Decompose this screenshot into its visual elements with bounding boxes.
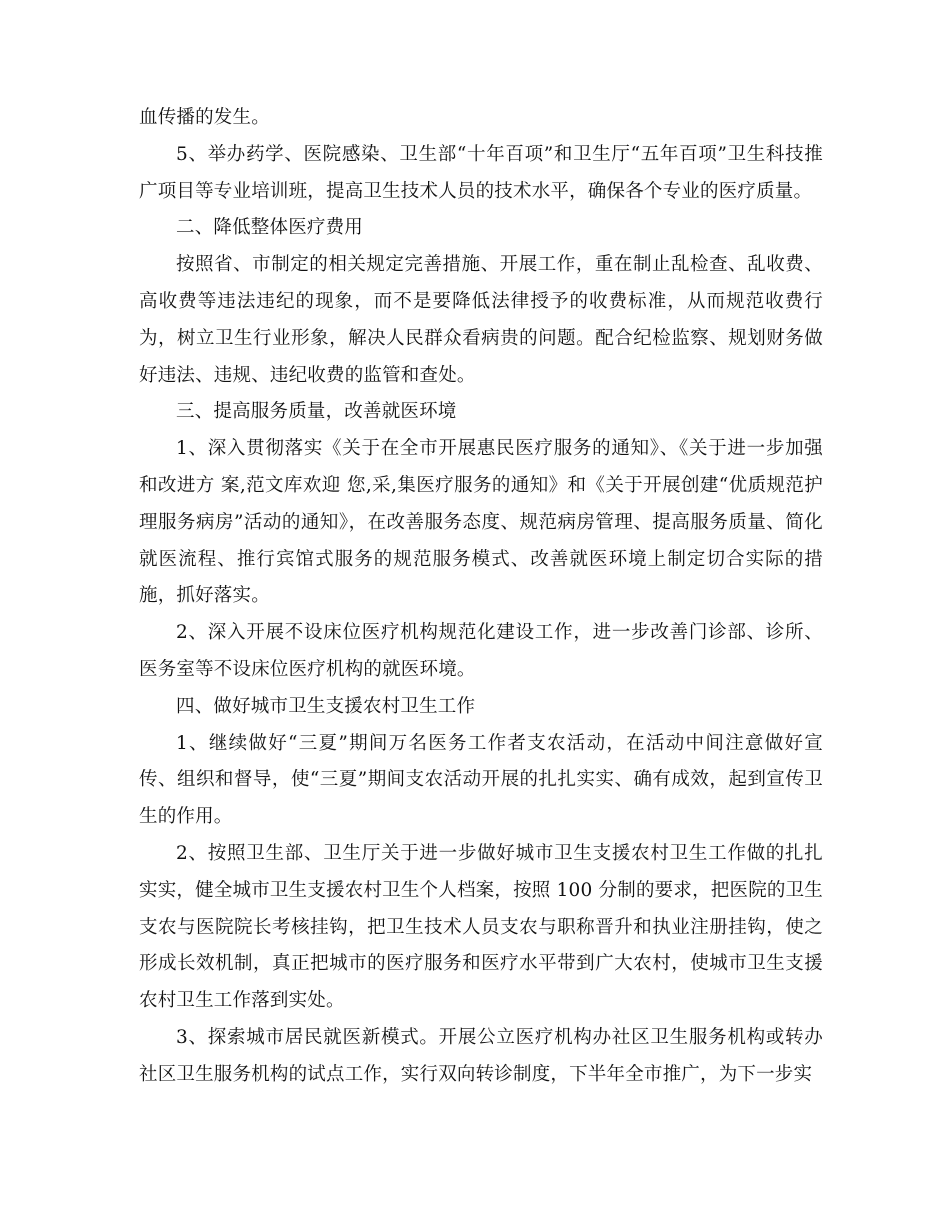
section-heading-rural-support: 四、做好城市卫生支援农村卫生工作 <box>176 695 476 717</box>
paragraph-rural-item-2: 2、按照卫生部、卫生厅关于进一步做好城市卫生支援农村卫生工作做的扎扎实实，健全城市卫生支援农村卫生个人档案，按照 100 分制的要求，把医院的卫生支农与医院院长考核挂钩，把卫生技术人员支农与职称晋升和执业注册挂钩，使之形成长效机制，真正把城市的医疗服务和医疗水平带到广大农村，使城市卫生支援农村卫生工作落到实处。 <box>139 842 823 1012</box>
paragraph-rural-item-1: 1、继续做好“三夏”期间万名医务工作者支农活动，在活动中间注意做好宣传、组织和督导，使“三夏”期间支农活动开展的扎扎实实、确有成效，起到宣传卫生的作用。 <box>139 732 823 828</box>
paragraph-rural-item-3: 3、探索城市居民就医新模式。开展公立医疗机构办社区卫生服务机构或转办社区卫生服务机构的试点工作，实行双向转诊制度，下半年全市推广，为下一步实 <box>139 1026 823 1085</box>
paragraph-fee-regulation: 按照省、市制定的相关规定完善措施、开展工作，重在制止乱检查、乱收费、高收费等违法违纪的现象，而不是要降低法律授予的收费标准，从而规范收费行为，树立卫生行业形象，解决人民群众看病贵的问题。配合纪检监察、规划财务做好违法、违规、违纪收费的监管和查处。 <box>139 254 823 386</box>
paragraph-training: 5、举办药学、医院感染、卫生部“十年百项”和卫生厅“五年百项”卫生科技推广项目等专业培训班，提高卫生技术人员的技术水平，确保各个专业的医疗质量。 <box>139 143 823 202</box>
section-heading-service-quality: 三、提高服务质量，改善就医环境 <box>176 401 457 423</box>
paragraph-continuation: 血传播的发生。 <box>139 107 270 128</box>
paragraph-service-item-2: 2、深入开展不设床位医疗机构规范化建设工作，进一步改善门诊部、诊所、医务室等不设床位医疗机构的就医环境。 <box>139 622 823 680</box>
paragraph-service-item-1: 1、深入贯彻落实《关于在全市开展惠民医疗服务的通知》、《关于进一步加强和改进方 案,范文库欢迎 您,采,集医疗服务的通知》和《关于开展创建“优质规范护理服务病房”活动的通知》，在改善服务态度、规范病房管理、提高服务质量、简化就医流程、推行宾馆式服务的规范服务模式、改善就医环境上制定切合实际的措施，抓好落实。 <box>139 438 823 607</box>
document-body <box>139 100 823 1094</box>
section-heading-reduce-costs: 二、降低整体医疗费用 <box>176 217 364 239</box>
